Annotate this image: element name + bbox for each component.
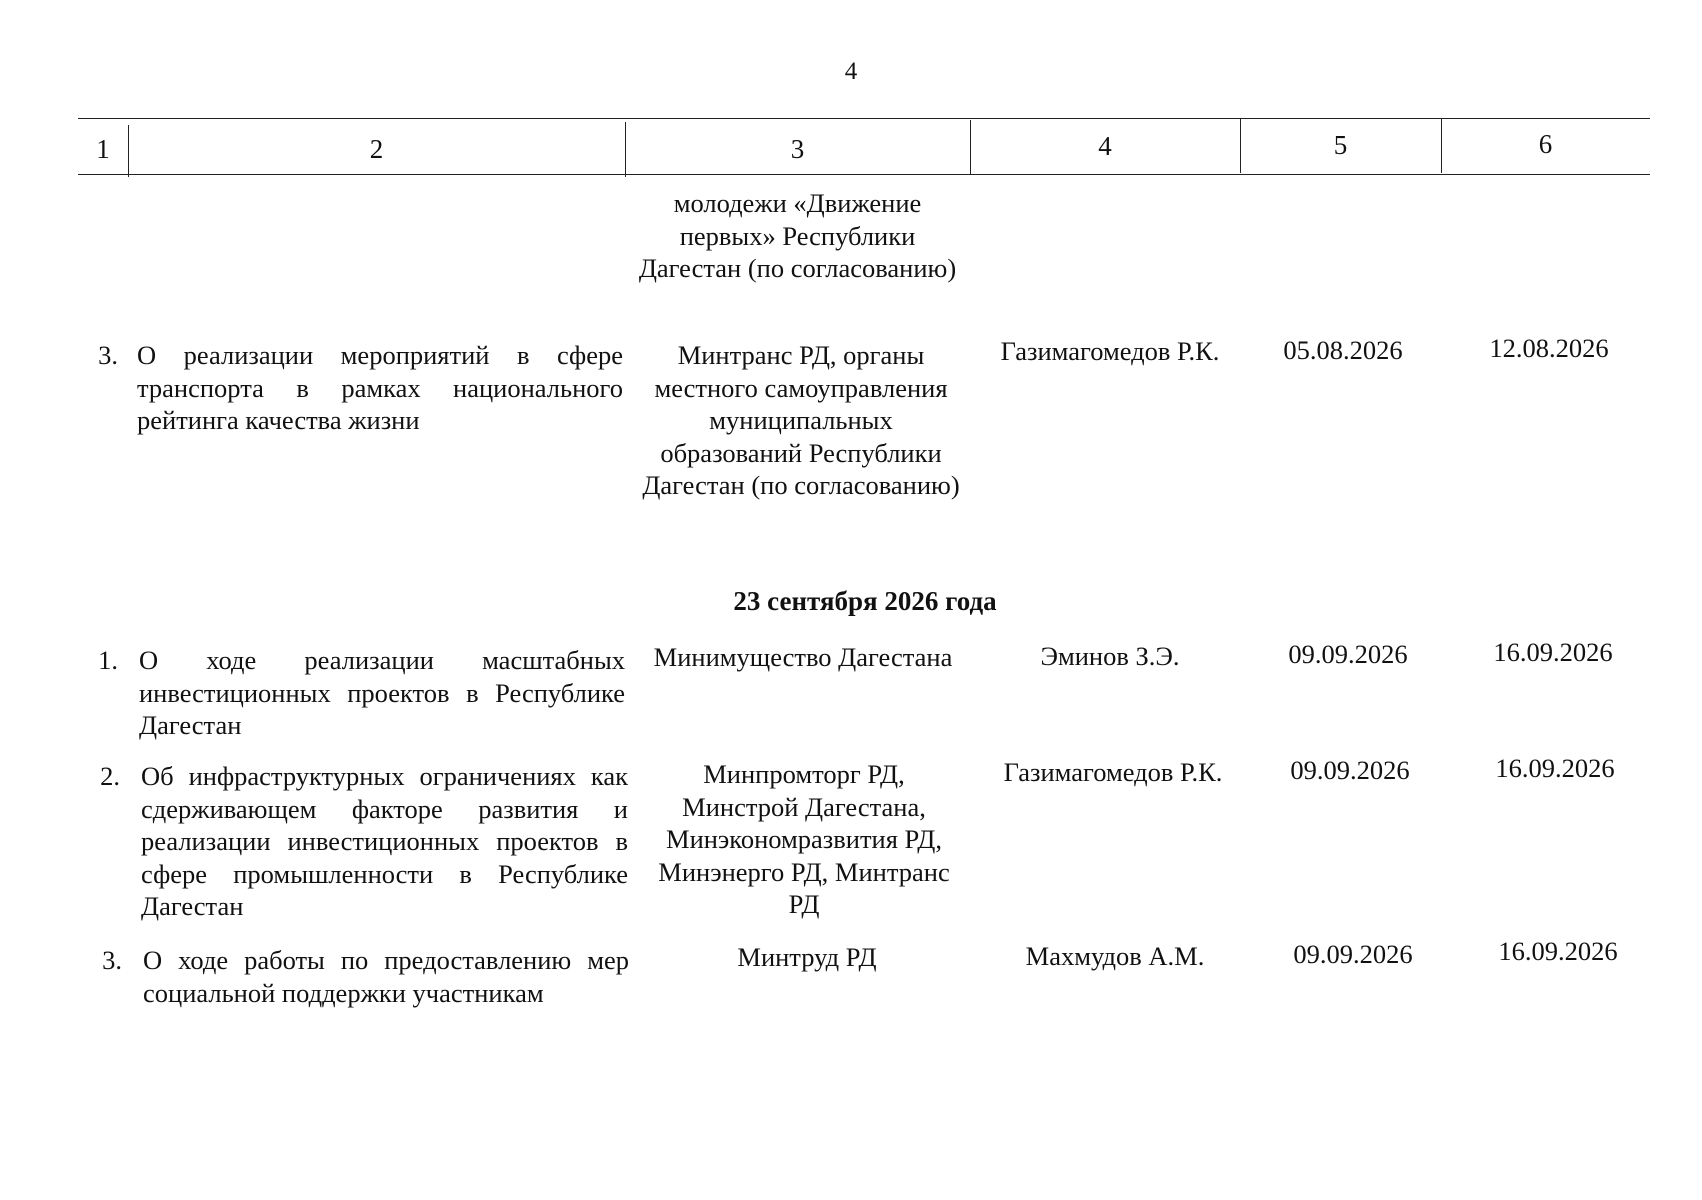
section-date-heading: 23 сентября 2026 года: [733, 586, 997, 616]
row-responsible: Минтранс РД, органы местного самоуправления муниципальных образований Республики Дагестан (по согласованию): [642, 340, 960, 500]
table-header-bottom-border: [78, 174, 1650, 175]
row-date-2: 16.09.2026: [1495, 753, 1615, 783]
row-topic: Об инфраструктурных ограничениях как сдерживающем факторе развития и реализации инвестиционных проектов в сфере промышленности в Республике Дагестан: [141, 761, 628, 921]
column-header-5: 5: [1333, 130, 1348, 160]
row-speaker: Эминов З.Э.: [1040, 641, 1180, 671]
column-header-2: 2: [369, 134, 384, 164]
row-topic: О ходе реализации масштабных инвестиционных проектов в Республике Дагестан: [139, 645, 625, 740]
column-header-4: 4: [1098, 131, 1112, 161]
row-speaker: Махмудов А.М.: [1025, 941, 1205, 971]
row-number: 3.: [102, 945, 122, 975]
table-header-top-border: [78, 118, 1650, 119]
row-date-2: 16.09.2026: [1498, 936, 1618, 966]
row-date-2: 16.09.2026: [1493, 637, 1613, 667]
row-responsible: Минимущество Дагестана: [653, 642, 953, 672]
column-header-3: 3: [790, 134, 805, 164]
row-date-1: 09.09.2026: [1293, 939, 1413, 969]
row-responsible: Минтруд РД: [737, 942, 877, 972]
column-header-6: 6: [1538, 129, 1553, 159]
row-date-2: 12.08.2026: [1489, 333, 1609, 363]
row-number: 2.: [100, 761, 120, 791]
row-speaker: Газимагомедов Р.К.: [1000, 336, 1220, 366]
row-topic: О реализации мероприятий в сфере транспорта в рамках национального рейтинга качества жизни: [137, 340, 623, 435]
row-date-1: 09.09.2026: [1288, 639, 1408, 669]
row-responsible: Минпромторг РД, Минстрой Дагестана, Минэкономразвития РД, Минэнерго РД, Минтранс РД: [658, 759, 950, 919]
row-number: 3.: [98, 340, 118, 370]
row-number: 1.: [98, 645, 118, 675]
row-topic: О ходе работы по предоставлению мер социальной поддержки участникам: [143, 945, 629, 1008]
continuation-responsible: молодежи «Движение первых» Республики Дагестан (по согласованию): [638, 188, 957, 283]
row-speaker: Газимагомедов Р.К.: [1003, 757, 1223, 787]
column-header-1: 1: [96, 134, 110, 164]
row-date-1: 09.09.2026: [1290, 755, 1410, 785]
row-date-1: 05.08.2026: [1283, 335, 1403, 365]
page-number: 4: [844, 58, 858, 85]
